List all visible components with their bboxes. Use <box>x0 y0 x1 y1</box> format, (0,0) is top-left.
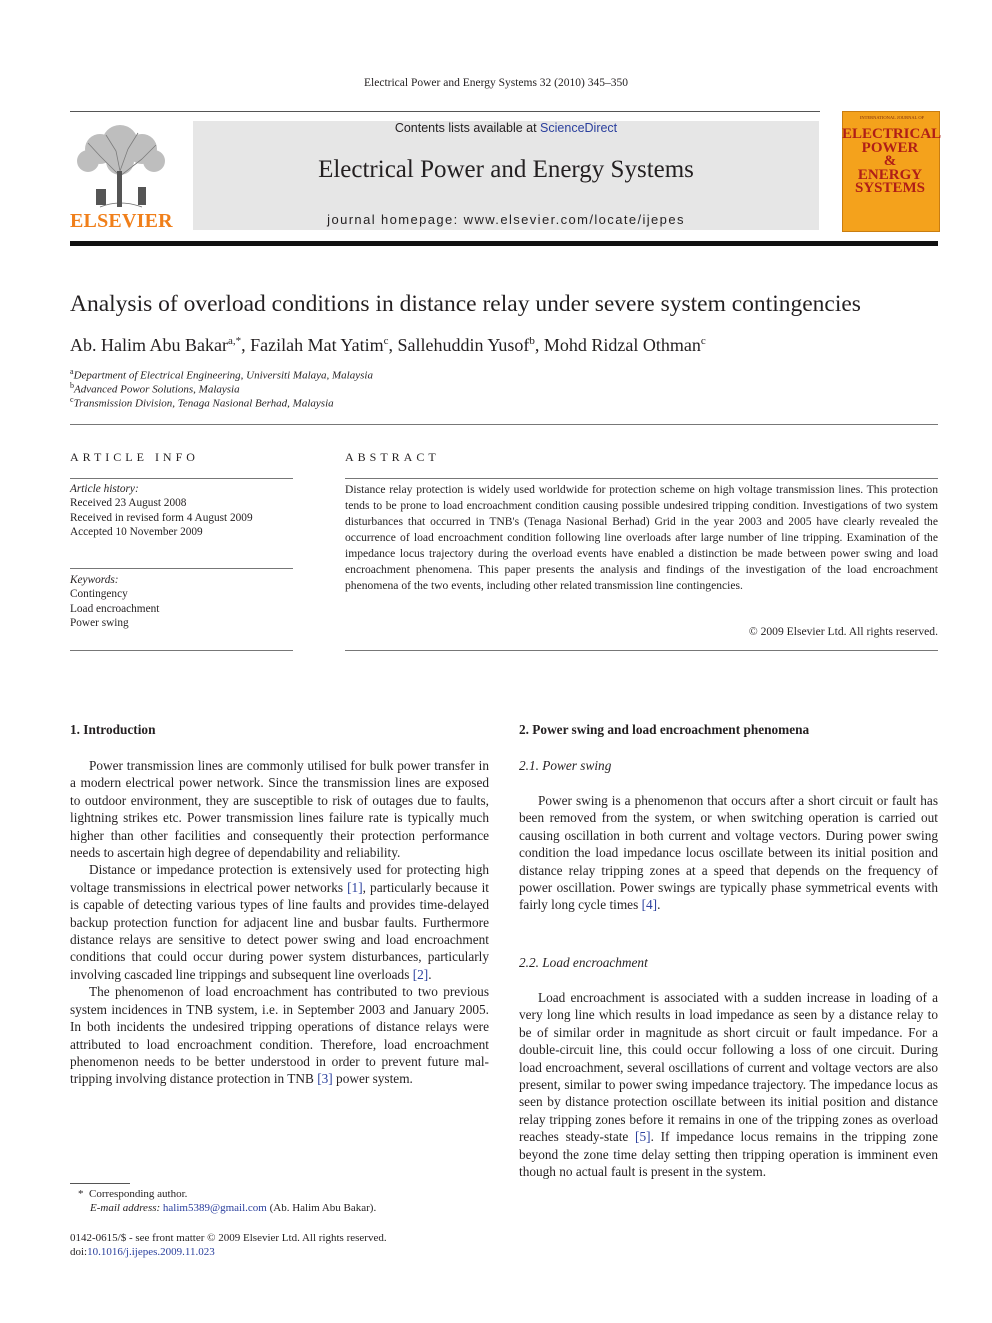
abstract-heading: ABSTRACT <box>345 450 440 464</box>
article-history <box>70 482 293 540</box>
affiliation-sup: b <box>70 381 74 390</box>
keyword-item: Contingency <box>70 588 128 601</box>
author-sup[interactable]: c <box>700 335 706 347</box>
article-info-rule <box>70 478 293 479</box>
cover-title-line: ELECTRICAL <box>842 126 942 142</box>
affiliation <box>70 367 373 382</box>
subsection-heading: 2.2. Load encroachment <box>519 955 648 970</box>
footnote-rule <box>70 1183 130 1184</box>
author-name[interactable]: Ab. Halim Abu Bakar <box>70 335 228 355</box>
keywords-rule <box>70 568 293 569</box>
cover-title-line: SYSTEMS <box>854 180 926 196</box>
author-list: Ab. Halim Abu Bakar$^{a,*}$, Fazilah Mat Yatim$^c$, Sallehuddin Yusof$^b$, Mohd Ridzal Othman$^c$ <box>70 335 706 355</box>
affiliation-text: Advanced Powor Solutions, Malaysia <box>74 383 240 396</box>
abstract-text: Distance relay protection is widely used worldwide for protection scheme on high voltage transmission lines. This protection tends to be prone to load encroachment condition causing possible undesired tripping condition. Investigations of two system disturbances that occurred in TNB's (Tenaga Nasional Berhad) Grid in the year 2003 and 2005 have clearly revealed the occurrence of load encroachment condition following line overloads after large number of line tripping. Examination of the impedance locus trajectory during the overload events have enabled a distinction be made between power swing and load encroachment phenomena. This paper presents the analysis and findings of the investigation of the load encroachment phenomena of the two events, including other related transmission line contingencies. <box>345 483 938 592</box>
paragraph <box>70 861 489 983</box>
section-heading: 2. Power swing and load encroachment phenomena <box>519 722 810 737</box>
cover-title-line: ENERGY <box>857 166 923 183</box>
article-info-end-rule <box>70 650 293 651</box>
paragraph-text: Load encroachment is associated with a sudden increase in loading of a very long line which results in load impedance as seen by a distance relay to be of similar order in magnitude as short circuit or fault impedance. For a double-circuit line, this could occur following a loss of one circuit. During load encroachment, several oscillations of current and voltage vectors are also present, similar to power swing impedance trajectory. The impedance locus as seen by distance protection oscillate between its initial position and distance relay tripping zones before it remains in one of the tripping zones as overload reaches steady-state <box>519 990 938 1145</box>
affiliation-sup: a <box>70 367 74 376</box>
abstract-rule <box>345 478 938 479</box>
abstract-copyright: © 2009 Elsevier Ltd. All rights reserved. <box>748 625 938 638</box>
paragraph-text: Power swing is a phenomenon that occurs after a short circuit or fault has been removed from the system, or when switching operation is carried out causing oscillation in both current and voltage vectors. During power swing condition the load impedance locus oscillate between its initial position and distance relay tripping zones at a speed that depends on the frequency of power oscillation. Power swings are typically phase symmetrical events with fairly long cycle times <box>519 793 938 913</box>
keyword-item: Power swing <box>70 617 129 630</box>
paragraph <box>519 792 938 914</box>
journal-homepage[interactable]: journal homepage: www.elsevier.com/locate/ijepes <box>327 212 685 227</box>
journal-title: Electrical Power and Energy Systems <box>318 156 694 183</box>
paragraph-text: , particularly because it is capable of detecting various types of line faults and provides time-delayed backup protection function for adjacent line and busbar faults. Furthermore distance relays are sensitive to detect power swing and load encroachment conditions that could occur during power system disturbances, particularly involving cascaded line trippings and subsequent line overloads <box>70 879 489 982</box>
history-label: Article history: <box>70 483 139 495</box>
contents-prefix: Contents lists available at <box>394 121 541 135</box>
affiliation-text: Transmission Division, Tenaga Nasional Berhad, Malaysia <box>73 397 334 410</box>
paragraph-text: Distance or impedance protection is extensively used for protecting high voltage transmissions in electrical power networks <box>70 862 489 895</box>
load-encroachment-body <box>519 989 938 1180</box>
cover-title <box>842 126 942 196</box>
journal-citation: Electrical Power and Energy Systems 32 (2010) 345–350 <box>364 77 628 89</box>
section-rule <box>70 424 938 425</box>
introduction-body <box>70 757 489 1088</box>
paragraph-text: The phenomenon of load encroachment has contributed to two previous system incidences in TNB system, i.e. in September 2003 and January 2005. In both incidents the undesired tripping operations of distance relays were attributed to load encroachment condition. Therefore, load encroachment phenomenon needs to be better understood in order to prevent future mal-tripping involving distance protection in TNB <box>70 984 489 1087</box>
corresponding-author-note <box>78 1187 187 1201</box>
author-sup[interactable]: a,* <box>227 335 242 347</box>
section-heading: 1. Introduction <box>70 722 156 737</box>
sciencedirect-link[interactable]: ScienceDirect <box>540 121 618 135</box>
doi-link[interactable]: 10.1016/j.ijepes.2009.11.023 <box>87 1246 215 1258</box>
issn-line: 0142-0615/$ - see front matter © 2009 Elsevier Ltd. All rights reserved. <box>70 1232 387 1244</box>
subsection-heading: 2.1. Power swing <box>519 758 612 773</box>
history-item: Received 23 August 2008 <box>70 497 187 510</box>
author-name[interactable]: Sallehuddin Yusof <box>397 335 530 355</box>
paragraph: Power transmission lines are commonly utilised for bulk power transfer in a modern electrical power network. Since the transmission lines are exposed to outdoor environment, they are susceptible to risk of outages due to faults, lightning strikes etc. Power transmission lines failure rate is typically much higher than other facilities and consequently their protection performance needs to ascertain high degree of dependability and reliability. <box>70 758 489 861</box>
footnote-text: Corresponding author. <box>89 1188 188 1200</box>
article-title: Analysis of overload conditions in distance relay under severe system contingencies <box>70 291 861 317</box>
citation-link[interactable]: [5] <box>635 1129 651 1145</box>
keyword-item: Load encroachment <box>70 602 160 615</box>
footnote-mark: * <box>78 1188 84 1200</box>
cover-title-line: & <box>883 153 897 169</box>
paragraph <box>519 989 938 1180</box>
author-sup[interactable]: c <box>383 335 389 347</box>
cover-title-line: POWER <box>861 139 919 156</box>
affiliation-text: Department of Electrical Engineering, Universiti Malaya, Malaysia <box>73 369 373 382</box>
history-item: Accepted 10 November 2009 <box>70 526 203 539</box>
affiliation <box>70 381 240 396</box>
paragraph-text: power system. <box>332 1071 413 1087</box>
power-swing-body <box>519 792 938 914</box>
doi-prefix: doi: <box>70 1246 88 1258</box>
citation-link[interactable]: [4] <box>641 897 658 913</box>
author-name[interactable]: Fazilah Mat Yatim <box>250 335 384 355</box>
doi-line <box>70 1245 215 1259</box>
author-sup[interactable]: b <box>529 335 535 347</box>
affiliation-sup: c <box>70 395 74 404</box>
header-thick-rule <box>70 241 938 246</box>
abstract-end-rule <box>345 650 938 651</box>
keywords-label: Keywords: <box>70 574 119 586</box>
paragraph-text: . <box>657 897 661 913</box>
header-rule <box>70 111 820 112</box>
contents-availability <box>193 121 819 135</box>
cover-subtitle: INTERNATIONAL JOURNAL OF <box>859 115 925 120</box>
citation-link[interactable]: [2] <box>412 966 429 982</box>
article-info-heading: ARTICLE INFO <box>70 450 199 464</box>
citation-link[interactable]: [1] <box>347 879 363 895</box>
keywords <box>70 573 293 631</box>
affiliation <box>70 395 334 410</box>
email-link[interactable]: halim5389@gmail.com <box>162 1202 267 1214</box>
paragraph-text: . <box>428 966 432 982</box>
email-suffix: (Ab. Halim Abu Bakar). <box>269 1202 377 1214</box>
citation-link[interactable]: [3] <box>317 1071 333 1087</box>
history-item: Received in revised form 4 August 2009 <box>70 511 253 524</box>
elsevier-wordmark[interactable]: ELSEVIER <box>70 210 173 232</box>
paragraph <box>70 983 489 1087</box>
email-label: E-mail address: <box>90 1202 161 1214</box>
author-name[interactable]: Mohd Ridzal Othman <box>543 335 701 355</box>
email-note <box>90 1201 376 1215</box>
paragraph-text: . If impedance locus remains in the tripping zone beyond the zone time delay setting then tripping operation is imminent even though no actual fault is present in the system. <box>519 1129 938 1180</box>
